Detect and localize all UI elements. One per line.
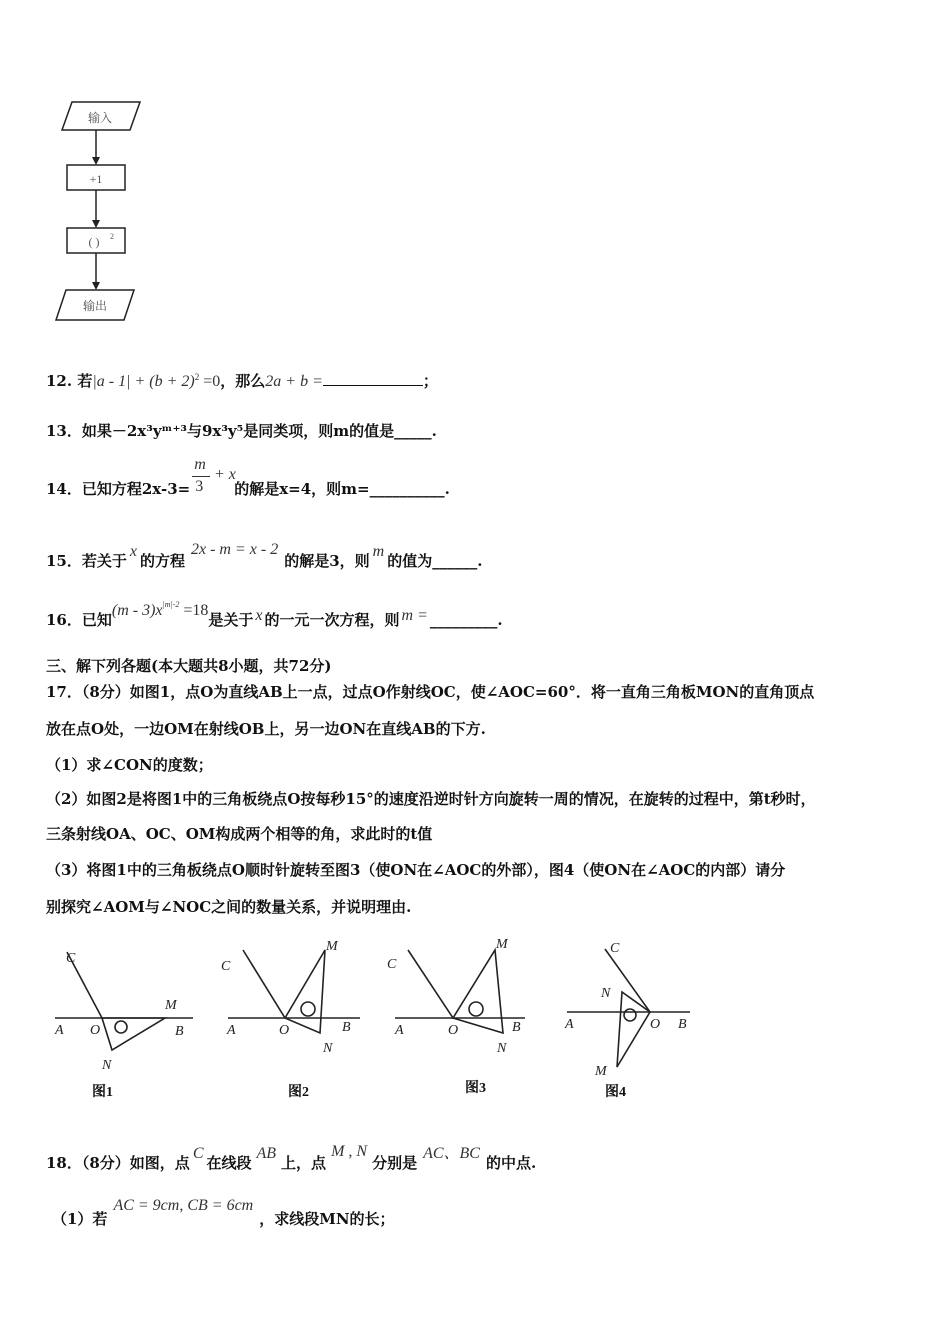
- svg-text:O: O: [279, 1023, 290, 1038]
- flowchart-step1-label: +1: [89, 172, 103, 186]
- figure-3: [395, 950, 525, 1033]
- question-17-line2: 放在点O处，一边OM在射线OB上，另一边ON在直线AB的下方.: [46, 720, 486, 738]
- svg-text:N: N: [102, 1058, 112, 1073]
- flowchart: [50, 95, 150, 330]
- figure-2-label: 图2: [288, 1085, 309, 1100]
- q14-fraction: $\frac{m}{3}$: [190, 480, 216, 494]
- svg-text:N: N: [601, 986, 611, 1001]
- svg-text:M: M: [496, 937, 508, 952]
- q12-expression: |a - 1| + (b + 2): [92, 373, 195, 390]
- question-15: 15．若关于x的方程2x - m = x - 2的解是3，则m的值为______.: [46, 541, 483, 570]
- q17-figures: [45, 935, 705, 1110]
- svg-text:B: B: [512, 1020, 521, 1035]
- question-18-part1: （1）若AC = 9cm, CB = 6cm，求线段MN的长；: [52, 1197, 395, 1228]
- svg-text:A: A: [565, 1017, 574, 1032]
- question-14: 14．已知方程2x-3= $\frac{m}{3}$ + x 的解是x=4，则m=__________.: [46, 456, 450, 498]
- svg-text:M: M: [165, 998, 177, 1013]
- section-3-title: 三、解下列各题(本大题共8小题，共72分): [46, 657, 332, 675]
- figure-4: [567, 949, 690, 1067]
- flowchart-step2-sup: 2: [110, 232, 114, 241]
- question-17-part3b: 别探究∠AOM与∠NOC之间的数量关系，并说明理由.: [46, 898, 412, 916]
- svg-text:N: N: [323, 1041, 333, 1056]
- question-18: 18．（8分）如图，点C在线段AB上，点M , N分别是AC、BC的中点.: [46, 1143, 537, 1172]
- flowchart-input-label: 输入: [87, 111, 113, 125]
- question-16: 16．已知$(m - 3)x^{|m|-2} =18$是关于 x 的一元一次方程，则 m = _________.: [46, 600, 503, 629]
- question-17-part3a: （3）将图1中的三角板绕点O顺时针旋转至图3（使ON在∠AOC的外部），图4（使ON在∠AOC的内部）请分: [46, 861, 786, 879]
- q18-part1-expression: AC = 9cm, CB = 6cm: [113, 1197, 254, 1214]
- question-17-line1: 17．（8分）如图1，点O为直线AB上一点，过点O作射线OC，使∠AOC=60°．将一直角三角板MON的直角顶点: [46, 683, 815, 701]
- svg-text:B: B: [342, 1020, 351, 1035]
- flowchart-step2-label: ( ): [88, 235, 100, 249]
- svg-text:A: A: [227, 1023, 236, 1038]
- q12-answer-blank[interactable]: [323, 371, 423, 386]
- svg-text:B: B: [175, 1024, 184, 1039]
- figure-1-label: 图1: [92, 1085, 113, 1100]
- question-17-part2b: 三条射线OA、OC、OM构成两个相等的角，求此时的t值: [46, 825, 433, 843]
- question-17-part1: （1）求∠CON的度数；: [46, 756, 213, 774]
- svg-text:O: O: [448, 1023, 459, 1038]
- question-13: 13．如果－2x³yᵐ⁺³与9x³y⁵是同类项，则m的值是_____.: [46, 422, 437, 440]
- svg-text:A: A: [55, 1023, 64, 1038]
- figure-2: [228, 950, 360, 1033]
- svg-text:O: O: [650, 1017, 661, 1032]
- svg-text:C: C: [610, 941, 620, 956]
- svg-text:A: A: [395, 1023, 404, 1038]
- figure-3-label: 图3: [465, 1081, 486, 1096]
- figure-4-label: 图4: [605, 1085, 626, 1100]
- q16-expression: (m - 3)x: [111, 602, 163, 619]
- svg-text:N: N: [497, 1041, 507, 1056]
- svg-text:C: C: [221, 959, 231, 974]
- question-12: 12. 若$|a - 1| + (b + 2)^2 =0$，那么2a + b = ；: [46, 372, 438, 390]
- svg-text:M: M: [595, 1064, 607, 1079]
- question-17-part2a: （2）如图2是将图1中的三角板绕点O按每秒15°的速度沿逆时针方向旋转一周的情况，在旋转的过程中，第t秒时，: [46, 790, 816, 808]
- svg-text:M: M: [326, 939, 338, 954]
- q15-equation: 2x - m = x - 2: [191, 541, 279, 558]
- flowchart-output-label: 输出: [82, 299, 108, 313]
- svg-text:C: C: [66, 951, 76, 966]
- q16-answer-blank[interactable]: _________.: [429, 611, 503, 629]
- svg-text:C: C: [387, 957, 397, 972]
- svg-text:B: B: [678, 1017, 687, 1032]
- svg-text:O: O: [90, 1023, 101, 1038]
